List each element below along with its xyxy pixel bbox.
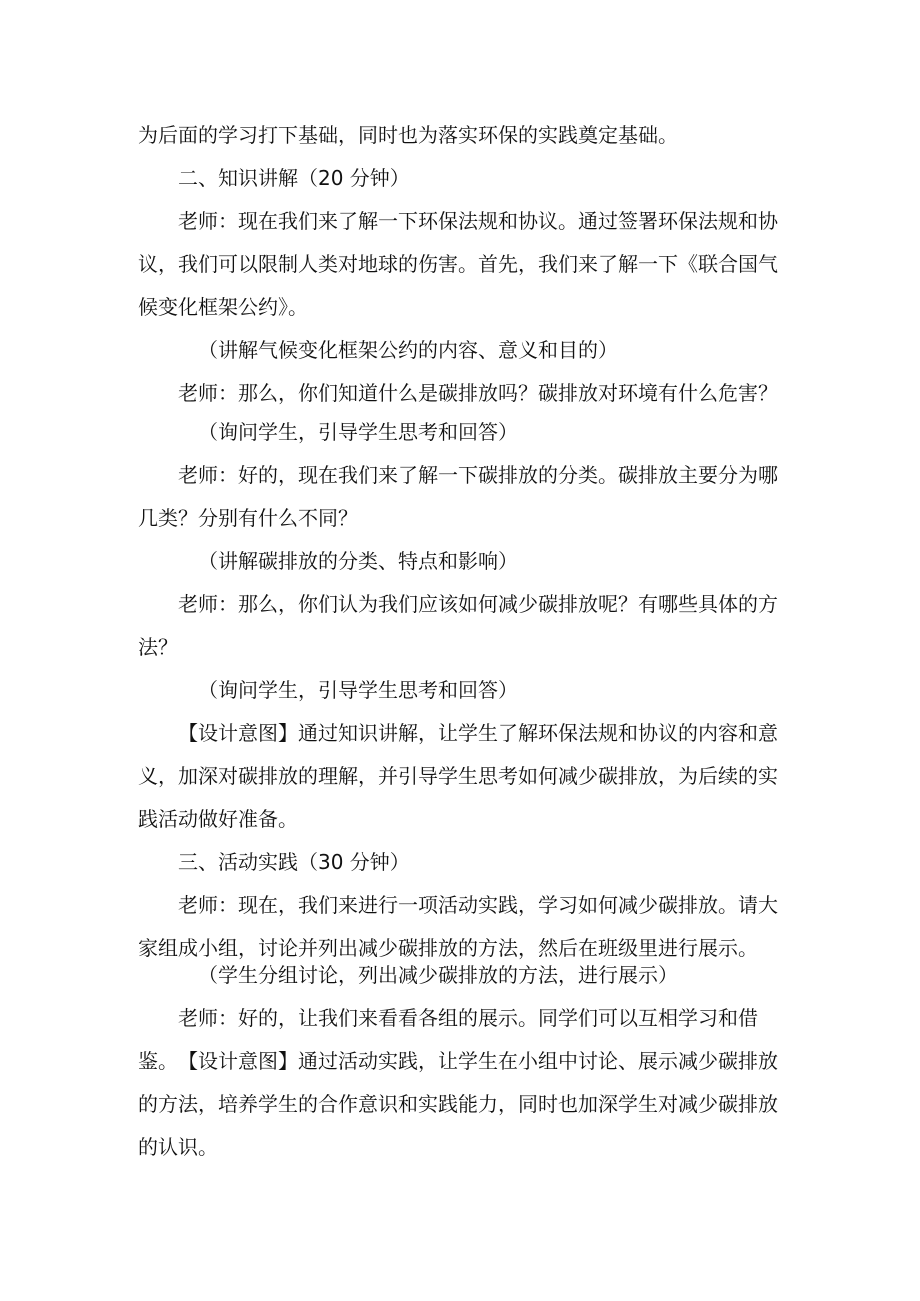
section-heading-activity: 三、活动实践（30 分钟） (178, 850, 410, 874)
paragraph-teacher-carbon-question: 老师：那么，你们知道什么是碳排放吗？碳排放对环境有什么危害？ (178, 381, 778, 405)
paragraph-continuation: 为后面的学习打下基础，同时也为落实环保的实践奠定基础。 (138, 123, 678, 147)
note-ask-students-1: （询问学生，引导学生思考和回答） (198, 420, 518, 444)
paragraph-design-intent-1: 【设计意图】通过知识讲解，让学生了解环保法规和协议的内容和意义，加深对碳排放的理解，并引导学生思考如何减少碳排放，为后续的实践活动做好准备。 (138, 721, 778, 831)
note-ask-students-2: （询问学生，引导学生思考和回答） (198, 678, 518, 702)
note-explain-convention: （讲解气候变化框架公约的内容、意义和目的） (198, 338, 618, 362)
paragraph-teacher-activity: 老师：现在，我们来进行一项活动实践，学习如何减少碳排放。请大家组成小组，讨论并列出减少碳排放的方法，然后在班级里进行展示。 (138, 893, 778, 960)
section-heading-knowledge: 二、知识讲解（20 分钟） (178, 166, 410, 190)
note-group-discussion: （学生分组讨论，列出减少碳排放的方法，进行展示） (198, 963, 678, 987)
paragraph-teacher-reduce-methods: 老师：那么，你们认为我们应该如何减少碳排放呢？有哪些具体的方法？ (138, 592, 778, 659)
paragraph-teacher-regulations: 老师：现在我们来了解一下环保法规和协议。通过签署环保法规和协议，我们可以限制人类对地球的伤害。首先，我们来了解一下《联合国气候变化框架公约》。 (138, 209, 778, 319)
paragraph-design-intent-2: 【设计意图】通过活动实践，让学生在小组中讨论、展示减少碳排放的方法，培养学生的合作意识和实践能力，同时也加深学生对减少碳排放的认识。 (138, 1049, 778, 1159)
paragraph-teacher-showcase: 老师：好的，让我们来看看各组的展示。同学们可以互相学习和借鉴。 (138, 1006, 758, 1073)
note-explain-classification: （讲解碳排放的分类、特点和影响） (198, 549, 518, 573)
paragraph-teacher-carbon-types: 老师：好的，现在我们来了解一下碳排放的分类。碳排放主要分为哪几类？分别有什么不同？ (138, 463, 778, 530)
